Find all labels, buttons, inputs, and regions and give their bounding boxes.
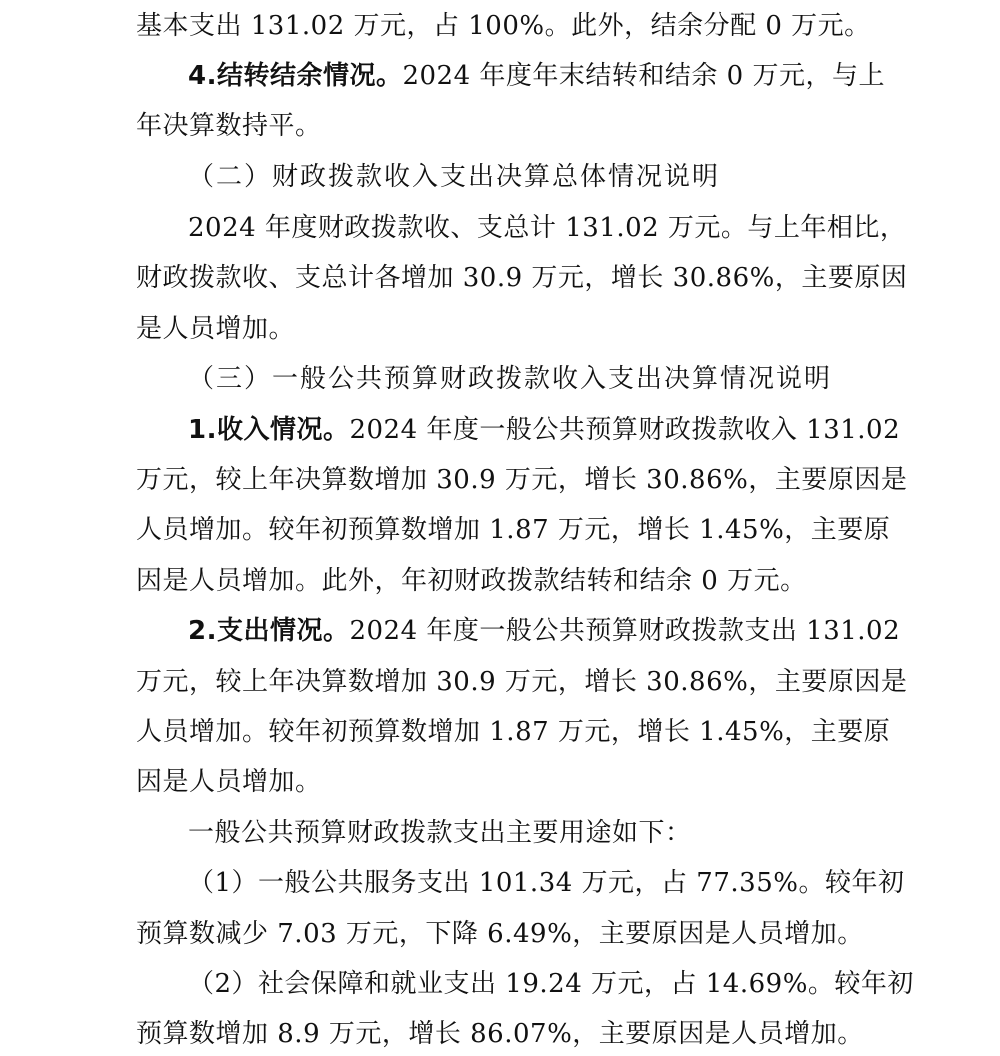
text-line: （1）一般公共服务支出 101.34 万元，占 77.35%。较年初	[188, 868, 905, 898]
text-line: 是人员增加。	[136, 314, 296, 344]
income-heading-line	[188, 413, 901, 447]
income-title: 1.收入情况。	[188, 415, 350, 445]
text-line: 预算数减少 7.03 万元，下降 6.49%，主要原因是人员增加。	[136, 919, 864, 949]
expense-heading-line	[188, 614, 901, 648]
text-line: 万元，较上年决算数增加 30.9 万元，增长 30.86%，主要原因是	[136, 667, 908, 697]
text-line: 万元，较上年决算数增加 30.9 万元，增长 30.86%，主要原因是	[136, 465, 908, 495]
section-4-heading-line	[188, 59, 885, 93]
income-text: 2024 年度一般公共预算财政拨款收入 131.02	[349, 415, 901, 445]
text-line: 人员增加。较年初预算数增加 1.87 万元，增长 1.45%，主要原	[136, 717, 891, 747]
text-line: 因是人员增加。	[136, 767, 322, 797]
section-4-text: 2024 年度年末结转和结余 0 万元，与上	[402, 61, 885, 91]
text-line: 基本支出 131.02 万元，占 100%。此外，结余分配 0 万元。	[136, 11, 871, 41]
text-line: 一般公共预算财政拨款支出主要用途如下：	[188, 818, 692, 848]
subsection-2-heading: （二）财政拨款收入支出决算总体情况说明	[188, 162, 721, 192]
text-line: 预算数增加 8.9 万元，增长 86.07%，主要原因是人员增加。	[136, 1019, 864, 1049]
text-line: （2）社会保障和就业支出 19.24 万元，占 14.69%。较年初	[188, 969, 914, 999]
text-line: 2024 年度财政拨款收、支总计 131.02 万元。与上年相比，	[188, 213, 907, 243]
section-4-title: 4.结转结余情况。	[188, 61, 403, 91]
text-line: 财政拨款收、支总计各增加 30.9 万元，增长 30.86%，主要原因	[136, 263, 908, 293]
subsection-3-heading: （三）一般公共预算财政拨款收入支出决算情况说明	[188, 364, 833, 394]
expense-title: 2.支出情况。	[188, 616, 350, 646]
expense-text: 2024 年度一般公共预算财政拨款支出 131.02	[349, 616, 901, 646]
text-line: 因是人员增加。此外，年初财政拨款结转和结余 0 万元。	[136, 566, 807, 596]
text-line: 人员增加。较年初预算数增加 1.87 万元，增长 1.45%，主要原	[136, 515, 891, 545]
text-line: 年决算数持平。	[136, 111, 322, 141]
